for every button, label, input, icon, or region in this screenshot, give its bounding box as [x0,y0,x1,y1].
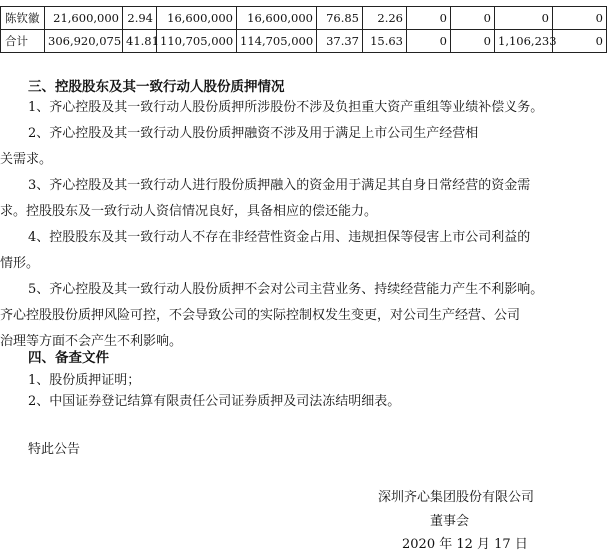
table-cell: 0 [407,7,451,30]
section-heading-pledge: 三、控股股东及其一致行动人股份质押情况 [28,79,285,95]
table-cell: 37.37 [317,30,363,53]
table-cell: 0 [451,7,495,30]
paragraph-5-line-3: 治理等方面不会产生不利影响。 [0,334,183,349]
closing-text: 特此公告 [28,442,81,457]
paragraph-1: 1、齐心控股及其一致行动人股份质押所涉股份不涉及负担重大资产重组等业绩补偿义务。 [28,100,544,115]
table-cell: 合计 [1,30,45,53]
paragraph-3-line-1: 3、齐心控股及其一致行动人进行股份质押融入的资金用于满足其自身日常经营的资金需 [28,178,531,193]
table-cell: 0 [451,30,495,53]
paragraph-4-line-1: 4、控股股东及其一致行动人不存在非经营性资金占用、违规担保等侵害上市公司利益的 [28,230,531,245]
table-cell: 76.85 [317,7,363,30]
signature-board: 董事会 [430,514,470,529]
paragraph-2-line-2: 关需求。 [0,152,53,167]
table-cell: 0 [553,30,607,53]
table-cell: 16,600,000 [157,7,237,30]
table-cell: 114,705,000 [237,30,317,53]
table-cell: 21,600,000 [45,7,123,30]
table-cell: 0 [407,30,451,53]
paragraph-3-line-2: 求。控股股东及一致行动人资信情况良好，具备相应的偿还能力。 [0,204,378,219]
table-cell: 0 [553,7,607,30]
document-item-2: 2、中国证券登记结算有限责任公司证券质押及司法冻结明细表。 [28,394,401,409]
table-cell: 2.94 [123,7,157,30]
section-heading-documents: 四、备查文件 [28,350,109,366]
pledge-paragraphs [0,95,552,355]
table-cell: 110,705,000 [157,30,237,53]
paragraph-5-line-1: 5、齐心控股及其一致行动人股份质押不会对公司主营业务、持续经营能力产生不利影响。 [28,282,544,297]
table-row [1,30,607,53]
signature-company: 深圳齐心集团股份有限公司 [378,490,535,505]
shareholding-table [0,6,603,53]
table-cell: 2.26 [363,7,407,30]
table-cell: 陈钦徽 [1,7,45,30]
paragraph-4-line-2: 情形。 [0,256,40,271]
table-cell: 16,600,000 [237,7,317,30]
table-cell: 1,106,233 [495,30,553,53]
table-cell: 15.63 [363,30,407,53]
table-cell: 0 [495,7,553,30]
table-row [1,7,607,30]
table-cell: 41.81 [123,30,157,53]
table-cell: 306,920,075 [45,30,123,53]
signature-date: 2020 年 12 月 17 日 [402,537,528,552]
paragraph-5-line-2: 齐心控股股份质押风险可控，不会导致公司的实际控制权发生变更，对公司生产经营、公司 [0,308,521,323]
paragraph-2-line-1: 2、齐心控股及其一致行动人股份质押融资不涉及用于满足上市公司生产经营相 [28,126,479,141]
document-item-1: 1、股份质押证明； [28,373,141,388]
